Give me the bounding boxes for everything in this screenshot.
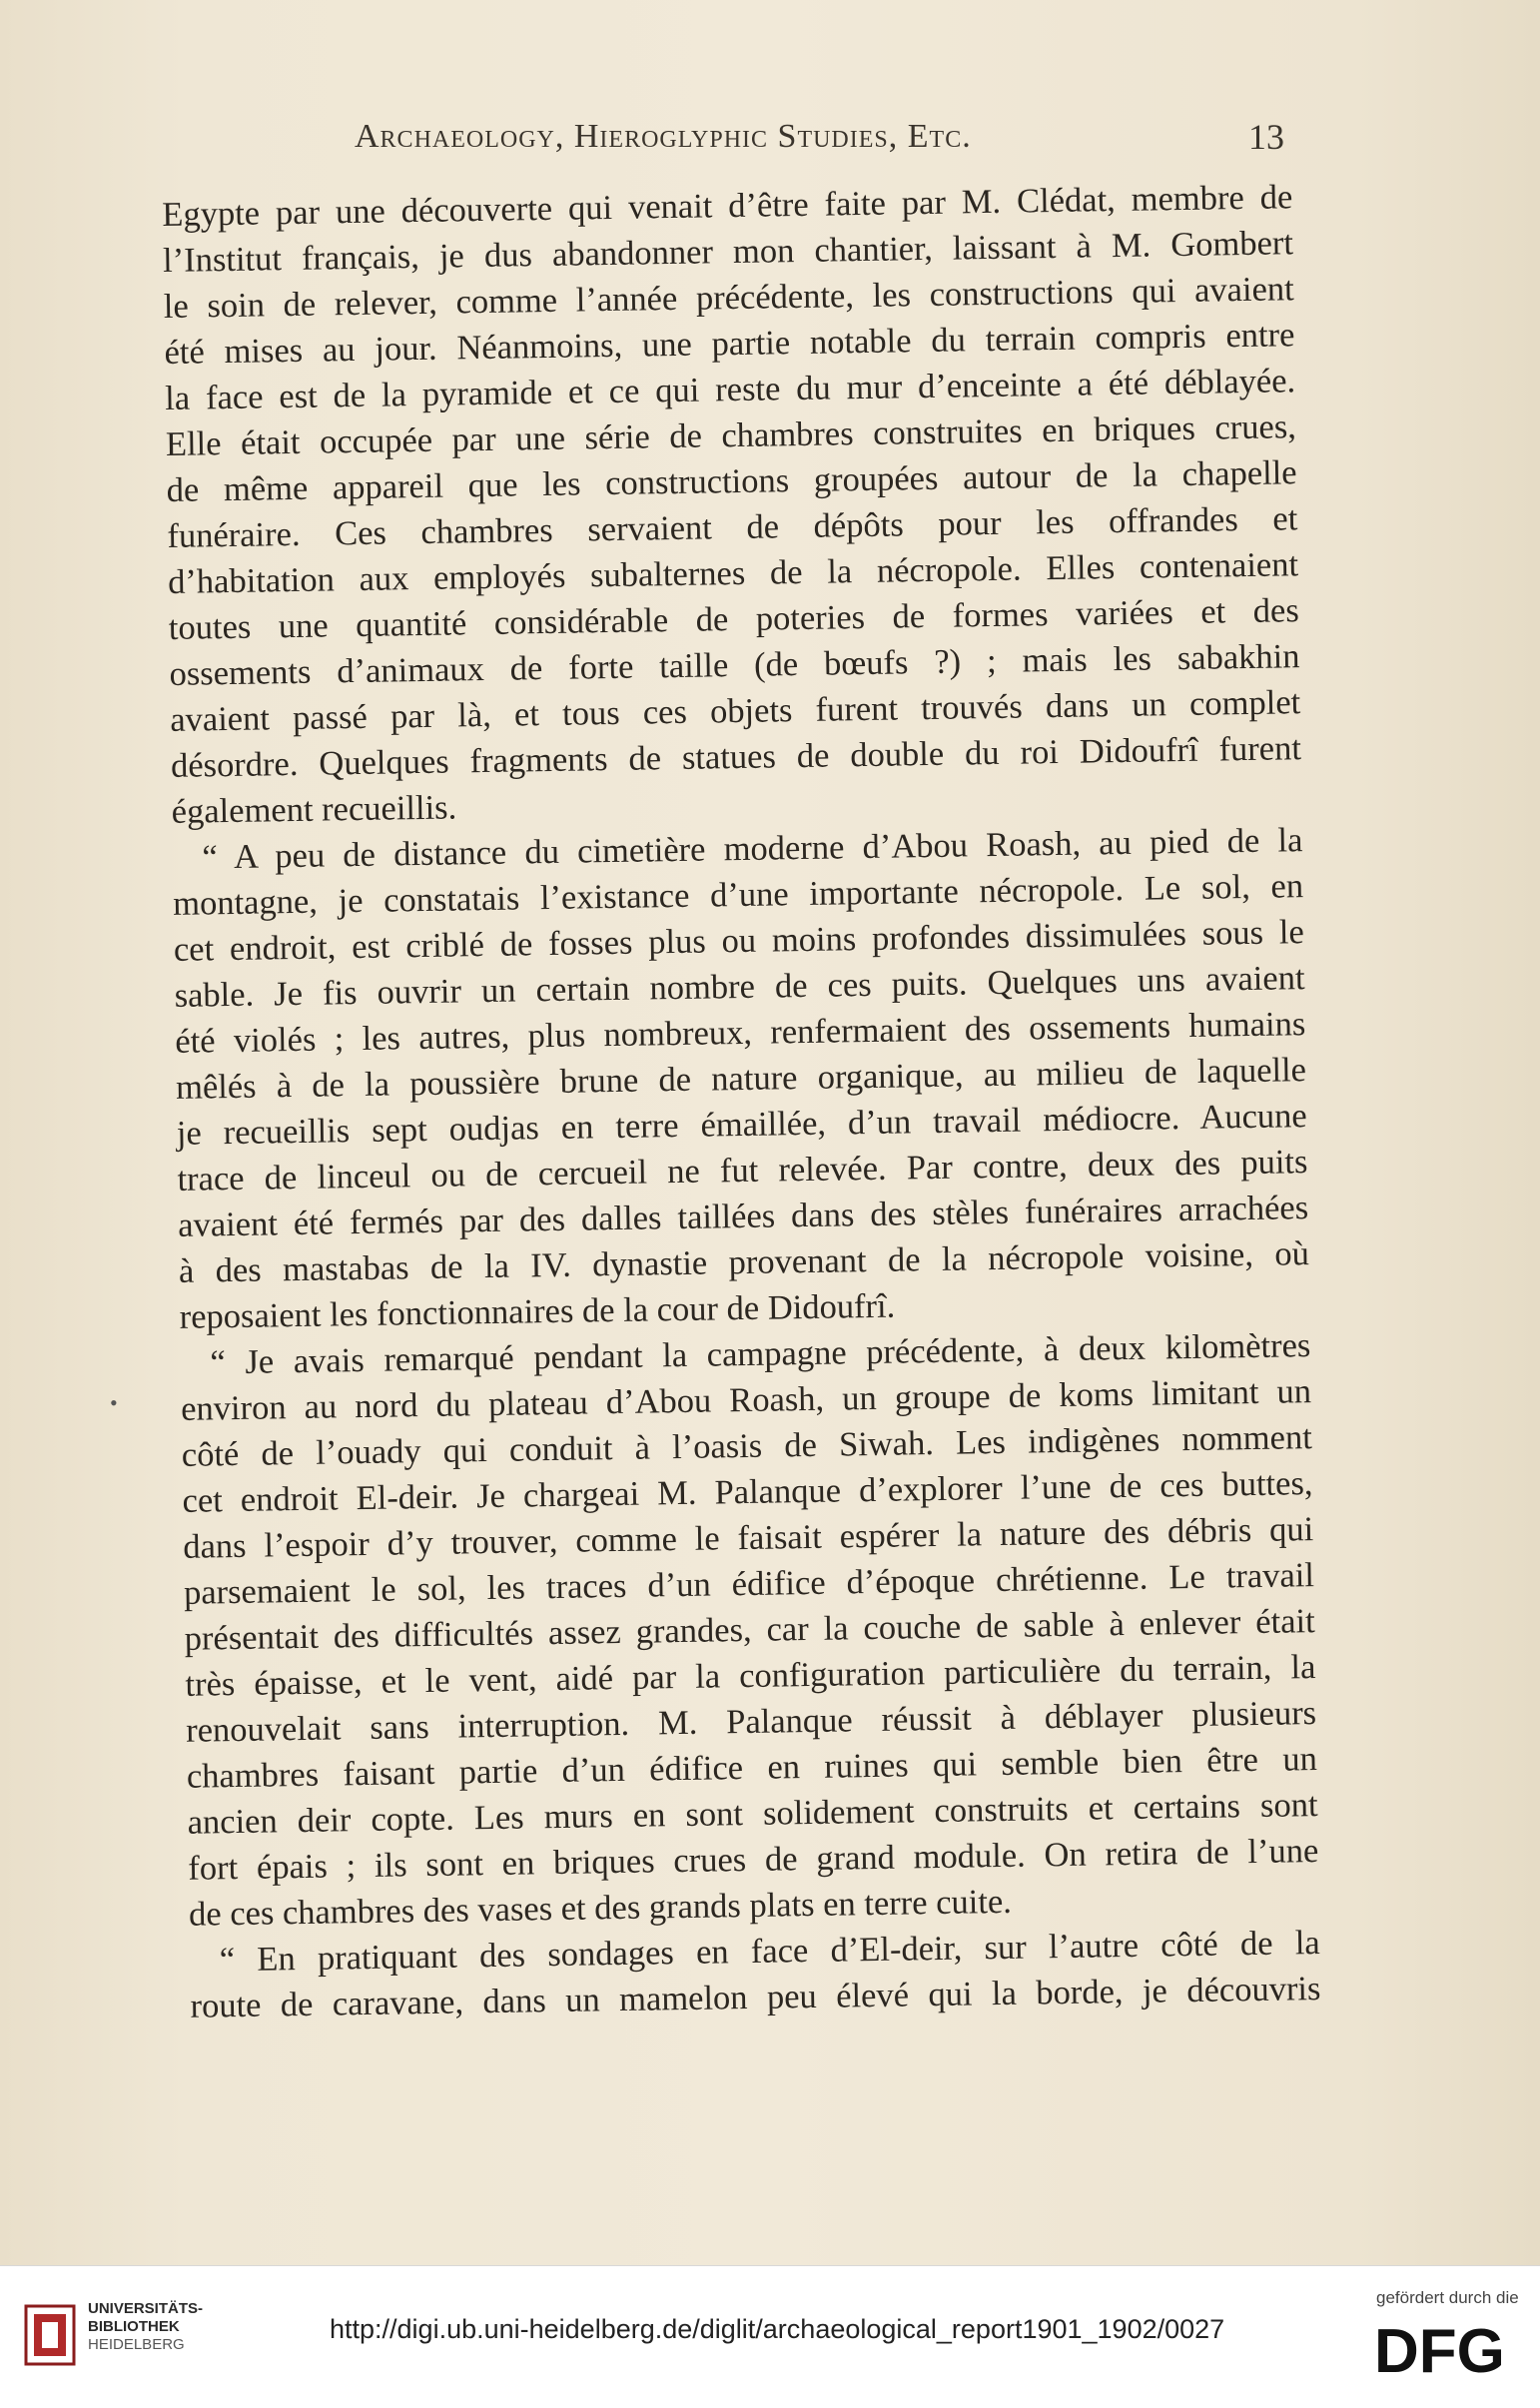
text-line: sable. Je fis ouvrir un certain nombre de ces puits. Quelques uns avaient	[174, 959, 1305, 1015]
running-head: Archaeology, Hieroglyphic Studies, Etc.	[355, 118, 972, 155]
text-line: ancien deir copte. Les murs en sont solidement construits et certains sont	[187, 1786, 1318, 1842]
text-line: toutes une quantité considérable de poteries de formes variées et des	[168, 591, 1300, 647]
text-line: cet endroit El-deir. Je chargeai M. Palanque d’explorer l’une de ces buttes,	[182, 1464, 1313, 1520]
text-line: avaient été fermés par des dalles taillées dans des stèles funéraires arrachées	[177, 1189, 1309, 1244]
text-line: de même appareil que les constructions groupées autour de la chapelle	[166, 453, 1297, 509]
page-number: 13	[1248, 117, 1284, 157]
dfg-logo-text: DFG	[1374, 2318, 1505, 2380]
text-line: fort épais ; ils sont en briques crues de grand module. On retira de l’une	[188, 1832, 1319, 1888]
text-line: été violés ; les autres, plus nombreux, renfermaient des ossements humains	[175, 1005, 1306, 1061]
paragraph-start-line: “ A peu de distance du cimetière moderne d’Abou Roash, au pied de la	[202, 821, 1303, 877]
text-line: à des mastabas de la IV. dynastie provenant de la nécropole voisine, où	[178, 1234, 1310, 1290]
text-line: Egypte par une découverte qui venait d’être faite par M. Clédat, membre de	[162, 178, 1293, 234]
paragraph-start-line: “ En pratiquant des sondages en face d’El-deir, sur l’autre côté de la	[219, 1924, 1320, 1980]
text-line: très épaisse, et le vent, aidé par la configuration particulière du terrain, la	[185, 1648, 1316, 1704]
text-line: avaient passé par là, et tous ces objets furent trouvés dans un complet	[170, 683, 1301, 739]
text-line: cet endroit, est criblé de fosses plus ou moins profondes dissimulées sous le	[173, 913, 1305, 969]
text-line: trace de linceul ou de cercueil ne fut relevée. Par contre, deux des puits	[177, 1143, 1308, 1199]
text-line: l’Institut français, je dus abandonner mon chantier, laissant à M. Gombert	[162, 224, 1294, 280]
paragraph-start-line: “ Je avais remarqué pendant la campagne précédente, à deux kilomètres	[210, 1326, 1311, 1382]
body-text	[162, 174, 1321, 2029]
text-line: je recueillis sept oudjas en terre émaillée, d’un travail médiocre. Aucune	[176, 1097, 1307, 1153]
university-seal-icon	[24, 2304, 76, 2366]
text-line: également recueillis.	[171, 788, 457, 831]
text-line: présentait des difficultés assez grandes, car la couche de sable à enlever était	[184, 1602, 1315, 1658]
text-line: été mises au jour. Néanmoins, une partie notable du terrain compris entre	[164, 316, 1295, 372]
text-line: montagne, je constatais l’existance d’une importante nécropole. Le sol, en	[172, 867, 1304, 923]
dfg-logo-icon	[1374, 2318, 1522, 2380]
margin-mark-glyph: •	[110, 1390, 118, 1415]
text-line: côté de l’ouady qui conduit à l’oasis de Siwah. Les indigènes nomment	[181, 1418, 1313, 1474]
funded-by-label: gefördert durch die	[1376, 2288, 1519, 2307]
viewer-footer	[0, 2265, 1540, 2408]
text-line: mêlés à de la poussière brune de nature organique, au milieu de laquelle	[175, 1051, 1307, 1107]
text-line: reposaient les fonctionnaires de la cour de Didoufrî.	[179, 1286, 896, 1336]
text-line: désordre. Quelques fragments de statues de double du roi Didoufrî furent	[170, 729, 1302, 785]
text-line: renouvelait sans interruption. M. Palanque réussit à déblayer plusieurs	[185, 1694, 1317, 1750]
text-line: le soin de relever, comme l’année précédente, les constructions qui avaient	[163, 270, 1294, 326]
text-line: funéraire. Ces chambres servaient de dépôts pour les offrandes et	[167, 499, 1298, 555]
text-line: de ces chambres des vases et des grands plats en terre cuite.	[188, 1882, 1013, 1934]
university-library-name: UNIVERSITÄTS- BIBLIOTHEK HEIDELBERG	[88, 2300, 204, 2353]
text-line: chambres faisant partie d’un édifice en ruines qui semble bien être un	[186, 1740, 1318, 1796]
text-line: route de caravane, dans un mamelon peu élevé qui la borde, je découvris	[190, 1969, 1321, 2025]
text-line: Elle était occupée par une série de chambres construites en briques crues,	[165, 407, 1297, 463]
text-line: environ au nord du plateau d’Abou Roash, un groupe de koms limitant un	[180, 1372, 1312, 1428]
text-line: la face est de la pyramide et ce qui reste du mur d’enceinte a été déblayée.	[164, 362, 1296, 417]
permalink-url[interactable]: http://digi.ub.uni-heidelberg.de/diglit/archaeological_report1901_1902/0027	[330, 2314, 1225, 2344]
text-line: dans l’espoir d’y trouver, comme le faisait espérer la nature des débris qui	[183, 1510, 1314, 1566]
text-line: parsemaient le sol, les traces d’un édifice d’époque chrétienne. Le travail	[183, 1556, 1315, 1612]
text-line: ossements d’animaux de forte taille (de bœufs ?) ; mais les sabakhin	[169, 637, 1300, 693]
text-line: d’habitation aux employés subalternes de la nécropole. Elles contenaient	[167, 545, 1299, 601]
